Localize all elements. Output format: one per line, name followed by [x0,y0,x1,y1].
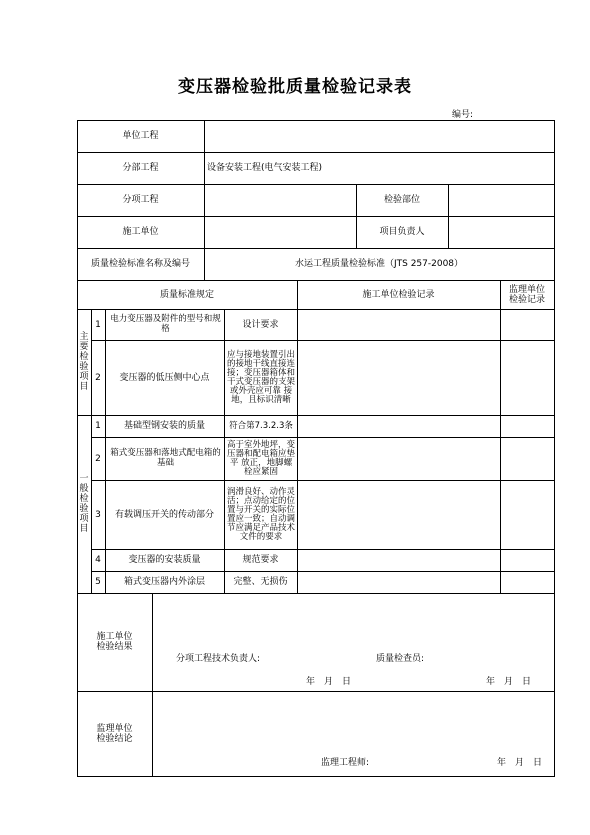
item-project-label: 分项工程 [122,195,159,205]
main-item-1-no: 1 [95,319,101,330]
inspection-part-label: 检验部位 [383,195,420,205]
construction-date-2: 年 月 日 [486,677,532,687]
standard-label: 质量检验标准名称及编号 [90,259,190,269]
general-item-5-construction-record[interactable] [298,571,500,593]
general-item-4-name: 变压器的安装质量 [128,555,201,565]
supervision-record-header: 监理单位检验记录 [508,284,545,305]
general-item-2-name: 箱式变压器和落地式配电箱的基础 [110,448,221,468]
general-items-section-label: 一般检验项目 [79,474,89,534]
construction-date-1: 年 月 日 [306,677,352,687]
main-item-2-name: 变压器的低压侧中心点 [119,372,210,383]
number-label: 编号: [452,110,474,120]
sub-project-label: 分部工程 [122,163,159,173]
main-item-2-requirement: 应与接地装置引出的接地干线直接连接；变压器箱体和干式变压器的支架或外壳应可靠 接地，且标识清晰 [226,349,295,405]
general-item-4-supervision-record[interactable] [501,549,554,571]
main-item-2-no: 2 [95,372,101,383]
general-item-4-construction-record[interactable] [298,549,500,571]
main-items-section-label: 主要检验项目 [79,332,89,392]
construction-unit-value[interactable] [206,216,356,248]
main-item-2-supervision-record[interactable] [501,340,554,415]
main-item-1-requirement: 设计要求 [242,319,279,330]
main-item-1-construction-record[interactable] [298,309,500,340]
construction-unit-label: 施工单位 [122,227,159,237]
tech-lead-signature-label: 分项工程技术负责人: [176,654,261,664]
general-item-2-no: 2 [95,453,101,464]
general-item-1-no: 1 [95,421,101,431]
page-title: 变压器检验批质量检验记录表 [178,77,412,97]
general-item-2-supervision-record[interactable] [501,437,554,480]
general-item-5-requirement: 完整、无损伤 [233,577,288,587]
supervision-date: 年 月 日 [497,758,543,768]
supervision-conclusion-label: 监理单位检验结论 [96,723,133,744]
standard-value: 水运工程质量检验标准（JTS 257-2008） [294,259,464,269]
project-manager-value[interactable] [450,216,554,248]
quality-standard-header: 质量标准规定 [159,289,214,300]
sub-project-value[interactable]: 设备安装工程(电气安装工程) [207,163,323,173]
construction-result-label: 施工单位检验结果 [96,632,133,652]
general-item-5-supervision-record[interactable] [501,571,554,593]
general-item-3-no: 3 [95,509,101,520]
project-manager-label: 项目负责人 [379,227,425,237]
general-item-4-no: 4 [95,555,101,565]
general-item-1-requirement: 符合第7.3.2.3条 [229,420,293,431]
general-item-1-name: 基础型钢安装的质量 [123,421,205,431]
item-project-value[interactable] [206,184,356,216]
construction-record-header: 施工单位检验记录 [362,289,435,300]
general-item-5-no: 5 [95,577,101,587]
general-item-2-construction-record[interactable] [298,437,500,480]
general-item-5-name: 箱式变压器内外涂层 [123,577,205,587]
main-item-1-name: 电力变压器及附件的型号和规格 [110,314,221,334]
general-item-4-requirement: 规范要求 [242,555,279,565]
main-item-2-construction-record[interactable] [298,340,500,415]
main-item-1-supervision-record[interactable] [501,309,554,340]
inspection-part-value[interactable] [450,184,554,216]
general-item-1-construction-record[interactable] [298,415,500,437]
inspector-signature-label: 质量检查员: [376,654,425,664]
general-item-3-name: 有载调压开关的传动部分 [114,509,214,520]
general-item-3-requirement: 润滑良好、动作灵活；点动给定的位置与开关的实际位置应一致；自动调节应满足产品技术文件的要求 [226,486,295,542]
general-item-1-supervision-record[interactable] [501,415,554,437]
unit-project-label: 单位工程 [122,131,159,141]
general-item-2-requirement: 高于室外地坪，变压器和配电箱应垫平 放正，地脚螺栓应紧固 [226,439,295,477]
unit-project-value[interactable] [206,120,554,152]
general-item-3-supervision-record[interactable] [501,480,554,549]
engineer-signature-label: 监理工程师: [321,758,370,768]
general-item-3-construction-record[interactable] [298,480,500,549]
